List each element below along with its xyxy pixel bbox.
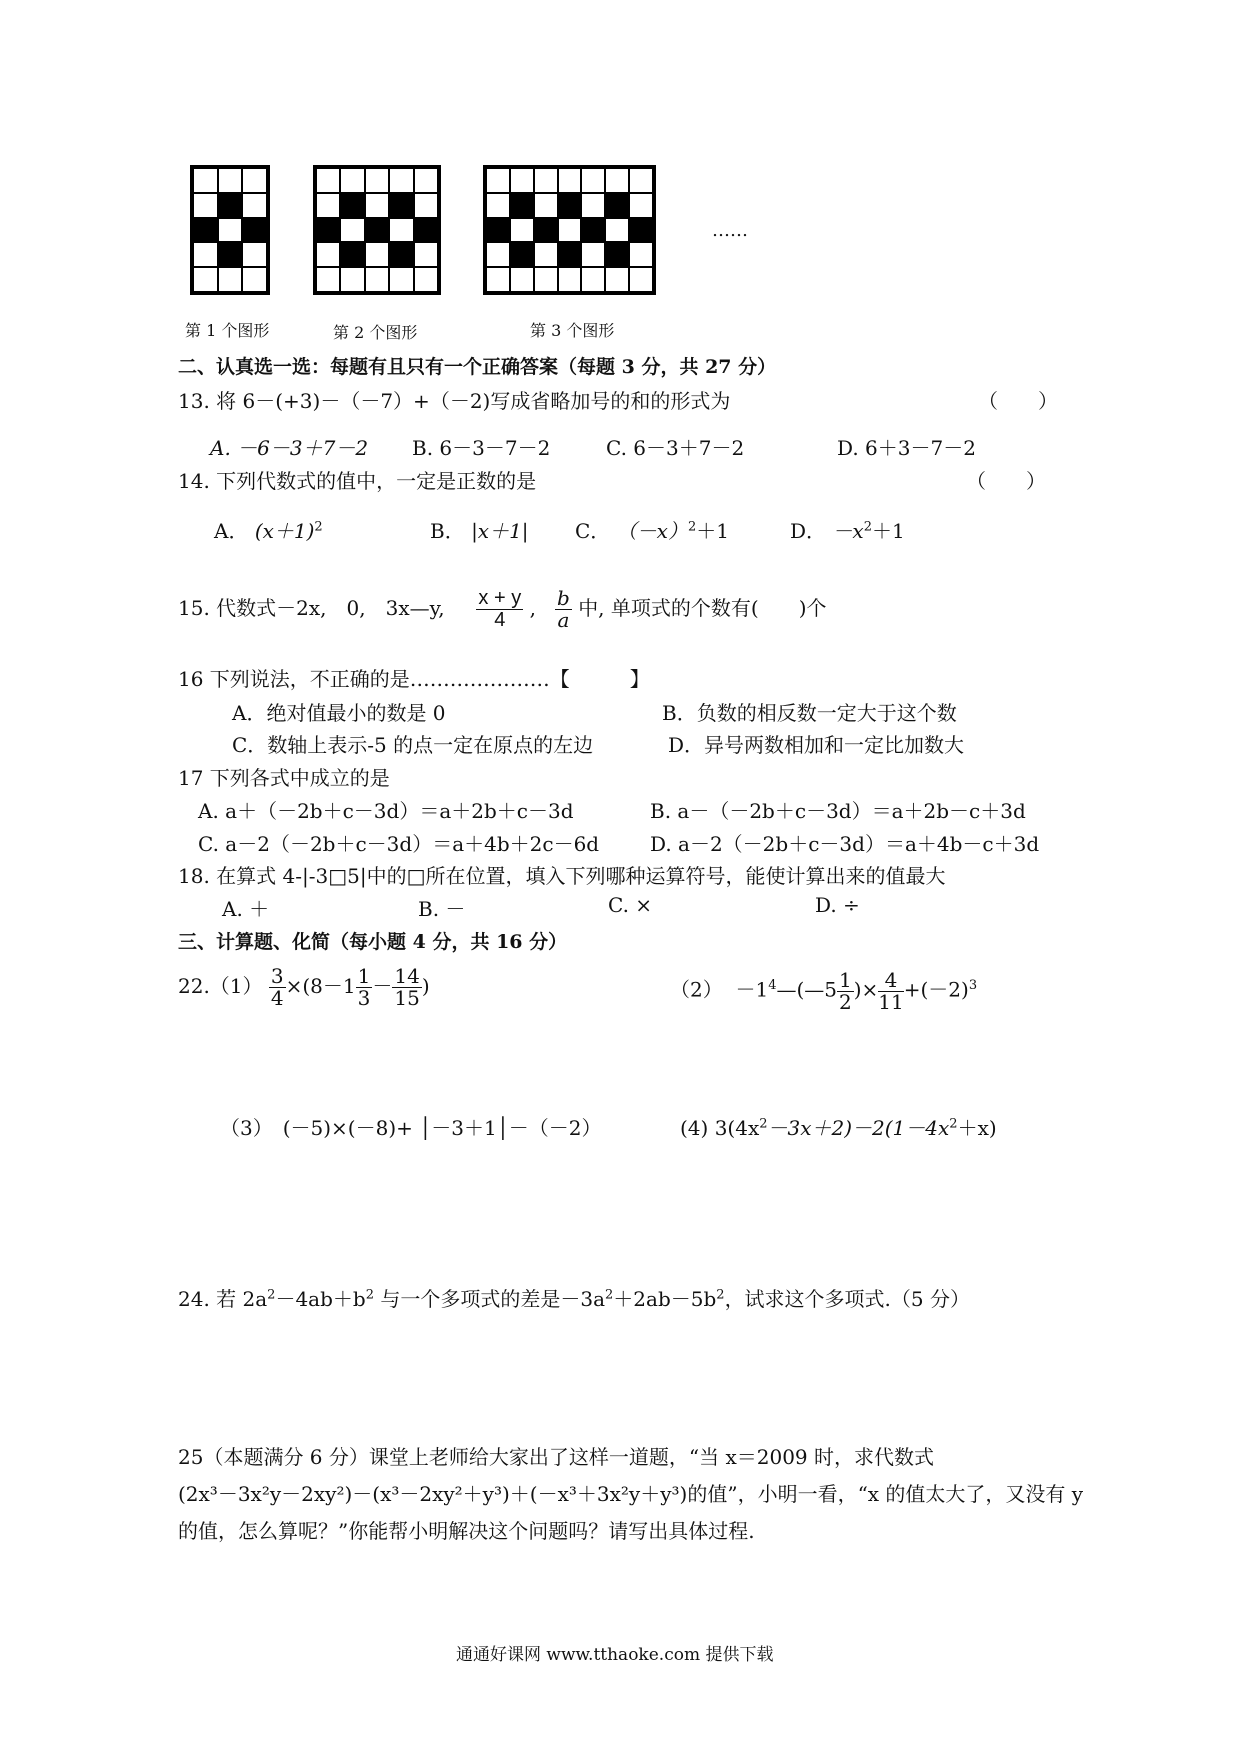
pattern-figure-2 xyxy=(313,165,441,295)
black-square xyxy=(558,242,582,267)
q17-stem: 17 下列各式中成立的是 xyxy=(178,766,390,790)
white-square xyxy=(242,168,267,193)
white-square xyxy=(414,168,438,193)
white-square xyxy=(534,193,558,218)
q16-option-b: B．负数的相反数一定大于这个数 xyxy=(662,701,957,725)
figure-caption-3: 第 3 个图形 xyxy=(530,321,615,340)
white-square xyxy=(340,267,364,292)
white-square xyxy=(581,267,605,292)
q15-suffix: 中, 单项式的个数有( )个 xyxy=(578,596,827,620)
white-square xyxy=(486,193,510,218)
white-square xyxy=(389,218,413,243)
white-square xyxy=(414,193,438,218)
black-square xyxy=(629,218,653,243)
black-square xyxy=(605,193,629,218)
section-2-heading: 二、认真选一选：每题有且只有一个正确答案（每题 3 分，共 27 分） xyxy=(178,356,777,378)
black-square xyxy=(242,218,267,243)
white-square xyxy=(193,242,218,267)
q18-stem: 18. 在算式 4-|-3□5|中的□所在位置，填入下列哪种运算符号，能使计算出来的值最大 xyxy=(178,864,946,888)
black-square xyxy=(581,218,605,243)
white-square xyxy=(414,242,438,267)
black-square xyxy=(510,242,534,267)
white-square xyxy=(316,242,340,267)
continuation-dots: …… xyxy=(712,220,748,241)
q25-line-1: 25（本题满分 6 分）课堂上老师给大家出了这样一道题，“当 x＝2009 时，求代数式 xyxy=(178,1445,935,1469)
q16-option-a: A．绝对值最小的数是 0 xyxy=(232,701,446,725)
q15-fraction-1: $\frac{x + y}{4}$ xyxy=(478,587,522,631)
white-square xyxy=(365,267,389,292)
white-square xyxy=(629,267,653,292)
q15-line: 15. 代数式－2x, 0, 3x—y, $\frac{x + y}{4}$ , $\frac{b}{a}$ 中, 单项式的个数有( )个 xyxy=(178,586,827,632)
white-square xyxy=(365,242,389,267)
q17-option-a: A. a＋（－2b＋c－3d）＝a＋2b＋c－3d xyxy=(198,799,574,823)
white-square xyxy=(558,218,582,243)
white-square xyxy=(218,267,243,292)
white-square xyxy=(316,193,340,218)
q15-prefix: 15. 代数式－2x, 0, 3x—y, xyxy=(178,596,445,620)
black-square xyxy=(389,193,413,218)
black-square xyxy=(534,218,558,243)
white-square xyxy=(486,168,510,193)
black-square xyxy=(365,218,389,243)
black-square xyxy=(510,193,534,218)
white-square xyxy=(389,168,413,193)
q13-option-a: A. －6－3＋7－2 xyxy=(210,436,369,460)
black-square xyxy=(316,218,340,243)
black-square xyxy=(218,242,243,267)
white-square xyxy=(218,218,243,243)
white-square xyxy=(581,193,605,218)
white-square xyxy=(534,242,558,267)
white-square xyxy=(486,242,510,267)
white-square xyxy=(510,218,534,243)
q18-option-d: D. ÷ xyxy=(815,893,860,917)
figure-caption-2: 第 2 个图形 xyxy=(333,323,418,342)
white-square xyxy=(340,168,364,193)
white-square xyxy=(486,267,510,292)
white-square xyxy=(218,168,243,193)
q13-option-d: D. 6＋3－7－2 xyxy=(837,436,976,460)
q14-option-b: B． |x＋1| xyxy=(430,519,529,543)
q14-answer-paren: （ ） xyxy=(966,469,1046,493)
white-square xyxy=(629,168,653,193)
q25-line-2: (2x³－3x²y－2xy²)－(x³－2xy²＋y³)＋(－x³＋3x²y＋y³)的值”，小明一看，“x 的值太大了，又没有 y xyxy=(178,1482,1084,1506)
white-square xyxy=(316,267,340,292)
q24-stem: 24. 若 $2a^2-4ab+b^2$ 与一个多项式的差是$-3a^2+2ab-5b^2$，试求这个多项式.（5 分） xyxy=(178,1287,971,1311)
black-square xyxy=(605,242,629,267)
q17-option-c: C. a－2（－2b＋c－3d）＝a＋4b＋2c－6d xyxy=(198,832,600,856)
white-square xyxy=(534,168,558,193)
q13-answer-paren: （ ） xyxy=(978,389,1058,413)
black-square xyxy=(389,242,413,267)
q22-part-1: 22.（1） $\frac{3}{4}$ ×(8－1 $\frac{1}{3}$ － $\frac{14}{15}$ ) xyxy=(178,964,430,1010)
pattern-figure-3 xyxy=(483,165,656,295)
white-square xyxy=(629,193,653,218)
white-square xyxy=(365,168,389,193)
q17-option-d: D. a－2（－2b＋c－3d）＝a＋4b－c＋3d xyxy=(650,832,1040,856)
black-square xyxy=(486,218,510,243)
white-square xyxy=(605,218,629,243)
black-square xyxy=(193,218,218,243)
white-square xyxy=(605,168,629,193)
q14-option-c: C． $(-x)^2+1$ xyxy=(575,519,729,543)
black-square xyxy=(414,218,438,243)
white-square xyxy=(193,267,218,292)
black-square xyxy=(340,193,364,218)
q14-option-d: D． $-x^2+1$ xyxy=(790,519,905,543)
white-square xyxy=(510,168,534,193)
white-square xyxy=(605,267,629,292)
q22-part-2: $(2) -1^4—(—5$ $\frac{1}{2}$ )× $\frac{4}{11}$ $+(-2)^3$ xyxy=(670,967,978,1014)
q22-part-4: (4) $3(4x^2-3x+2)-2(1-4x^2+x)$ xyxy=(680,1116,997,1140)
white-square xyxy=(340,218,364,243)
q22-part-3: （3） (－5)×(－8)+ │－3＋1│－（－2） xyxy=(220,1116,602,1140)
white-square xyxy=(242,193,267,218)
q15-fraction-2: $\frac{b}{a}$ xyxy=(557,586,570,632)
white-square xyxy=(193,193,218,218)
white-square xyxy=(558,168,582,193)
q25-line-3: 的值，怎么算呢？”你能帮小明解决这个问题吗？请写出具体过程. xyxy=(178,1519,755,1543)
q16-stem: 16 下列说法，不正确的是…………………【 】 xyxy=(178,667,650,691)
white-square xyxy=(365,193,389,218)
q14-stem: 14. 下列代数式的值中，一定是正数的是 xyxy=(178,469,537,493)
white-square xyxy=(581,242,605,267)
q13-option-c: C. 6－3＋7－2 xyxy=(606,436,745,460)
pattern-figure-1 xyxy=(190,165,270,295)
white-square xyxy=(193,168,218,193)
white-square xyxy=(389,267,413,292)
white-square xyxy=(510,267,534,292)
q17-option-b: B. a－（－2b＋c－3d）＝a＋2b－c＋3d xyxy=(650,799,1026,823)
q14-option-a: A． $(x+1)^2$ xyxy=(214,519,323,543)
figure-caption-1: 第 1 个图形 xyxy=(185,321,270,340)
white-square xyxy=(581,168,605,193)
q16-option-d: D．异号两数相加和一定比加数大 xyxy=(668,733,965,757)
q13-option-b: B. 6－3－7－2 xyxy=(412,436,551,460)
white-square xyxy=(242,242,267,267)
page-footer: 通通好课网 www.tthaoke.com 提供下载 xyxy=(456,1645,774,1665)
white-square xyxy=(414,267,438,292)
black-square xyxy=(558,193,582,218)
white-square xyxy=(558,267,582,292)
black-square xyxy=(340,242,364,267)
white-square xyxy=(534,267,558,292)
white-square xyxy=(316,168,340,193)
section-3-heading: 三、计算题、化简（每小题 4 分，共 16 分） xyxy=(178,931,568,953)
q18-option-a: A. ＋ xyxy=(222,897,270,921)
black-square xyxy=(218,193,243,218)
white-square xyxy=(629,242,653,267)
q18-option-c: C. × xyxy=(608,893,653,917)
q18-option-b: B. － xyxy=(418,897,466,921)
q16-option-c: C．数轴上表示-5 的点一定在原点的左边 xyxy=(232,733,594,757)
q13-stem: 13. 将 6－(+3)－（－7）+（－2)写成省略加号的和的形式为 xyxy=(178,389,731,413)
white-square xyxy=(242,267,267,292)
